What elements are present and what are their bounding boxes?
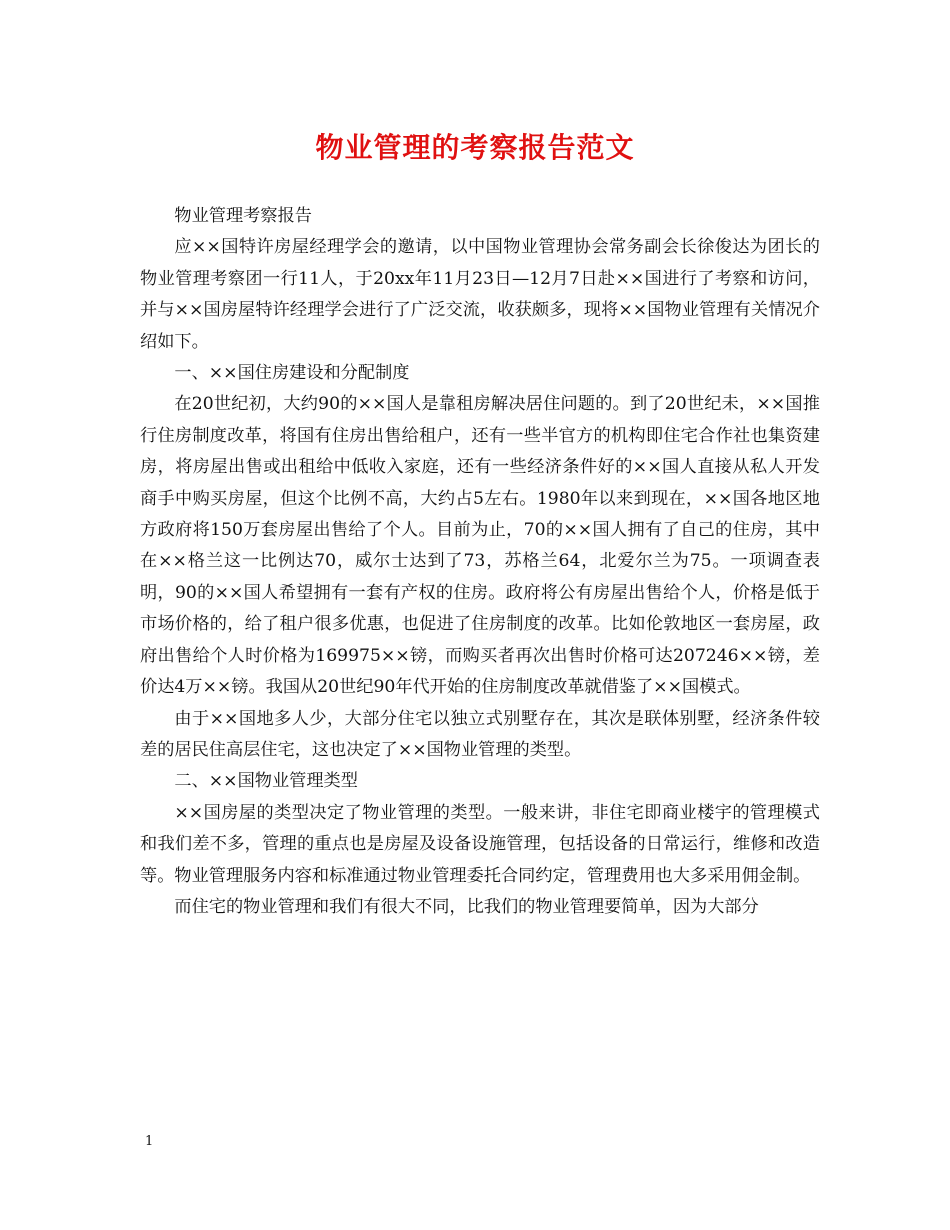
section-heading: 一、××国住房建设和分配制度	[174, 363, 410, 384]
paragraph: 由于××国地多人少，大部分住宅以独立式别墅存在，其次是联体别墅，经济条件较差的居民住高层住宅，这也决定了××国物业管理的类型。	[140, 708, 820, 760]
section-heading: 二、××国物业管理类型	[174, 771, 358, 792]
document-body	[140, 201, 820, 923]
document-title: 物业管理的考察报告范文	[315, 131, 635, 164]
page-number: 1	[145, 1134, 154, 1149]
paragraph: 而住宅的物业管理和我们有很大不同，比我们的物业管理要简单，因为大部分	[174, 896, 759, 917]
paragraph: ××国房屋的类型决定了物业管理的类型。一般来讲，非住宅即商业楼宇的管理模式和我们差不多，管理的重点也是房屋及设备设施管理，包括设备的日常运行，维修和改造等。物业管理服务内容和标准通过物业管理委托合同约定，管理费用也大多采用佣金制。	[140, 802, 820, 886]
paragraph: 在20世纪初，大约90的××国人是靠租房解决居住问题的。到了20世纪未，××国推行住房制度改革，将国有住房出售给租户，还有一些半官方的机构即住宅合作社也集资建房，将房屋出售或出租给中低收入家庭，还有一些经济条件好的××国人直接从私人开发商手中购买房屋，但这个比例不高，大约占5左右。1980年以来到现在，××国各地区地方政府将150万套房屋出售给了个人。目前为止，70的××国人拥有了自己的住房，其中在××格兰这一比例达70，威尔士达到了73，苏格兰64，北爱尔兰为75。一项调查表明，90的××国人希望拥有一套有产权的住房。政府将公有房屋出售给个人，价格是低于市场价格的，给了租户很多优惠，也促进了住房制度的改革。比如伦敦地区一套房屋，政府出售给个人时价格为169975××镑，而购买者再次出售时价格可达207246××镑，差价达4万××镑。我国从20世纪90年代开始的住房制度改革就借鉴了××国模式。	[140, 394, 820, 698]
paragraph: 应××国特许房屋经理学会的邀请，以中国物业管理协会常务副会长徐俊达为团长的物业管理考察团一行11人，于20xx年11月23日—12月7日赴××国进行了考察和访问，并与××国房屋特许经理学会进行了广泛交流，收获颇多，现将××国物业管理有关情况介绍如下。	[140, 237, 820, 352]
paragraph-subtitle: 物业管理考察报告	[174, 206, 312, 226]
